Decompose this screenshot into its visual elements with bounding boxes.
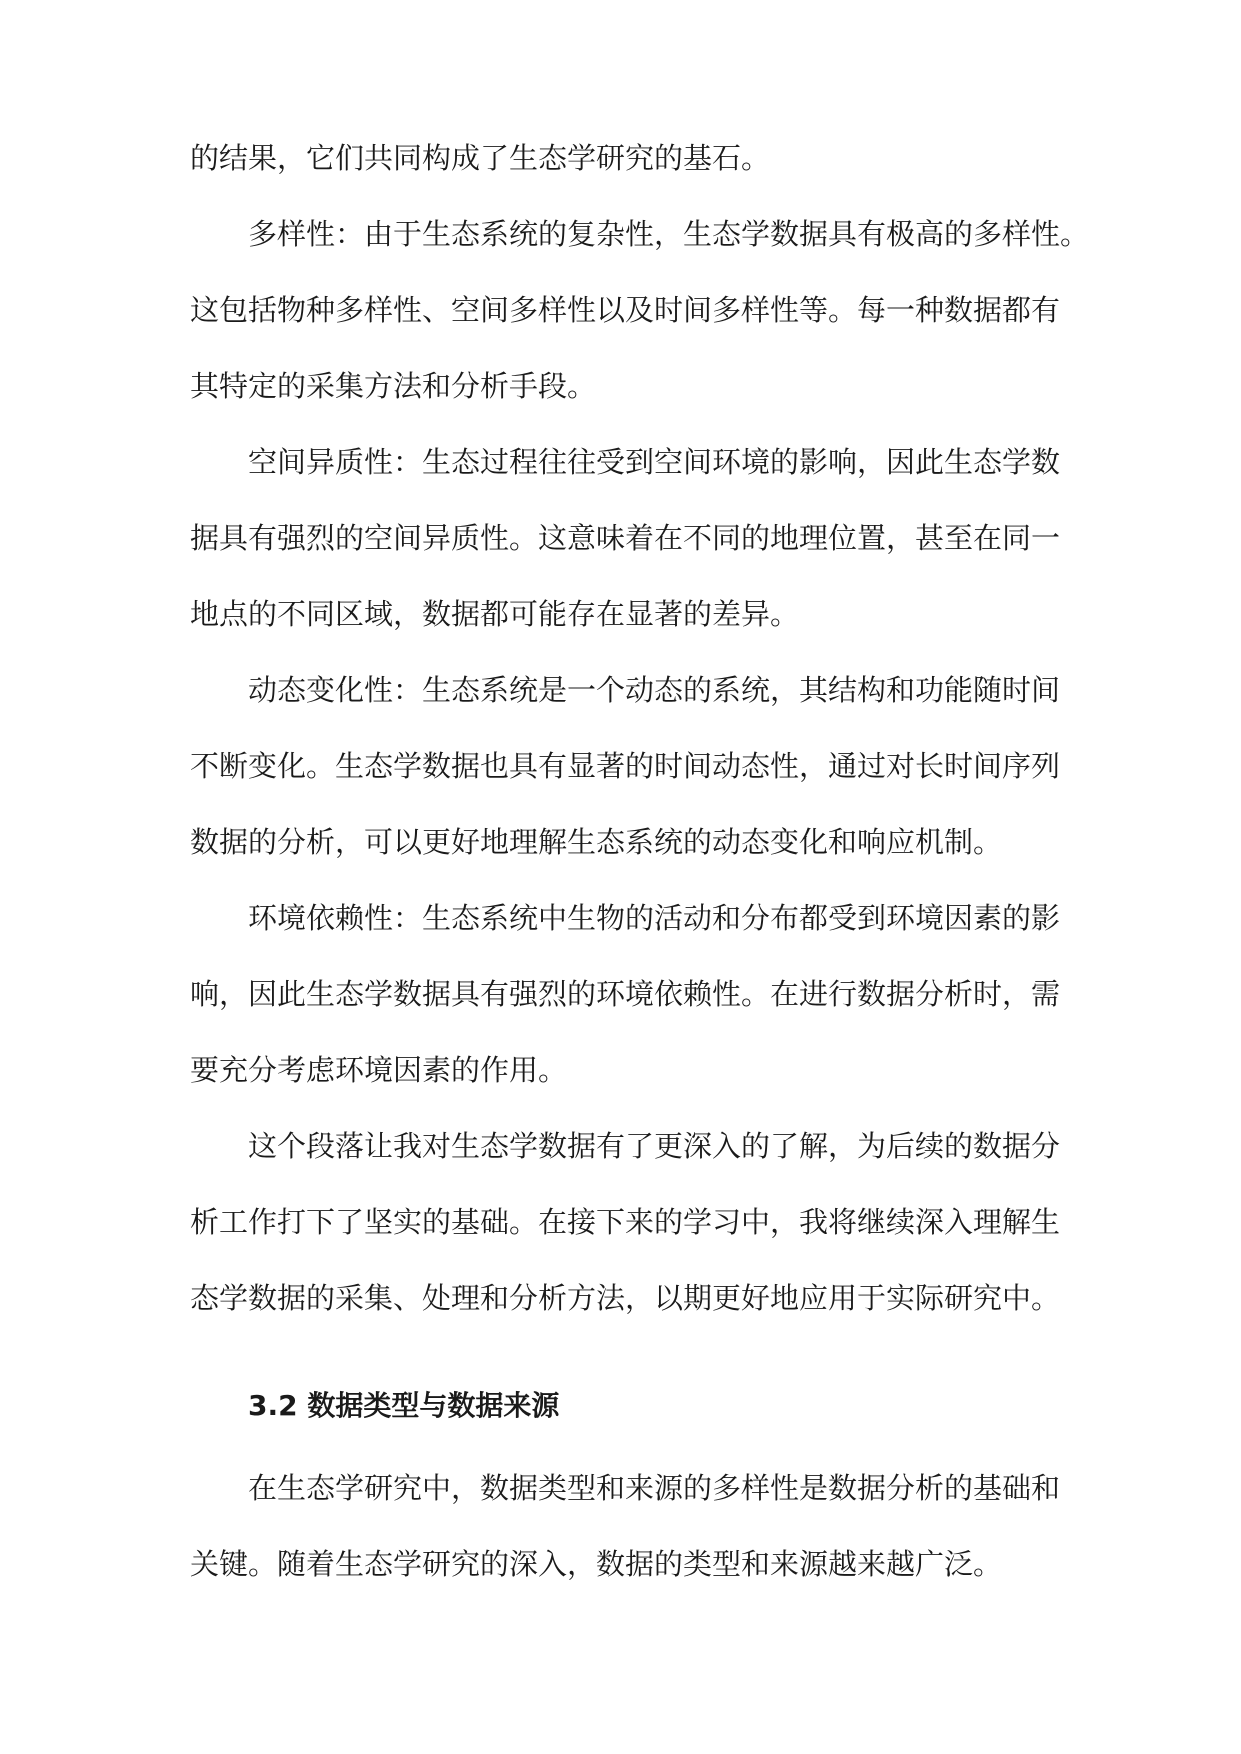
paragraph-line: 响，因此生态学数据具有强烈的环境依赖性。在进行数据分析时，需 (190, 977, 1061, 1011)
paragraph-line: 这个段落让我对生态学数据有了更深入的了解，为后续的数据分 (248, 1129, 1061, 1163)
paragraph-line: 要充分考虑环境因素的作用。 (190, 1053, 568, 1087)
paragraph-line: 据具有强烈的空间异质性。这意味着在不同的地理位置，甚至在同一 (190, 521, 1061, 555)
paragraph-line: 多样性：由于生态系统的复杂性，生态学数据具有极高的多样性。 (248, 217, 1090, 251)
paragraph-line: 析工作打下了坚实的基础。在接下来的学习中，我将继续深入理解生 (190, 1205, 1061, 1239)
paragraph-line: 动态变化性：生态系统是一个动态的系统，其结构和功能随时间 (248, 673, 1061, 707)
paragraph-line: 数据的分析，可以更好地理解生态系统的动态变化和响应机制。 (190, 825, 1003, 859)
paragraph-line: 在生态学研究中，数据类型和来源的多样性是数据分析的基础和 (248, 1471, 1061, 1505)
paragraph-line: 空间异质性：生态过程往往受到空间环境的影响，因此生态学数 (248, 445, 1061, 479)
paragraph-line: 这包括物种多样性、空间多样性以及时间多样性等。每一种数据都有 (190, 293, 1061, 327)
paragraph-line: 地点的不同区域，数据都可能存在显著的差异。 (190, 597, 800, 631)
paragraph-line: 关键。随着生态学研究的深入，数据的类型和来源越来越广泛。 (190, 1547, 1003, 1581)
paragraph-line: 其特定的采集方法和分析手段。 (190, 369, 597, 403)
paragraph-line: 态学数据的采集、处理和分析方法，以期更好地应用于实际研究中。 (190, 1281, 1061, 1315)
paragraph-line: 环境依赖性：生态系统中生物的活动和分布都受到环境因素的影 (248, 901, 1061, 935)
paragraph-line: 不断变化。生态学数据也具有显著的时间动态性，通过对长时间序列 (190, 749, 1061, 783)
paragraph-line: 的结果，它们共同构成了生态学研究的基石。 (190, 141, 771, 175)
section-heading: 3.2 数据类型与数据来源 (248, 1389, 560, 1422)
